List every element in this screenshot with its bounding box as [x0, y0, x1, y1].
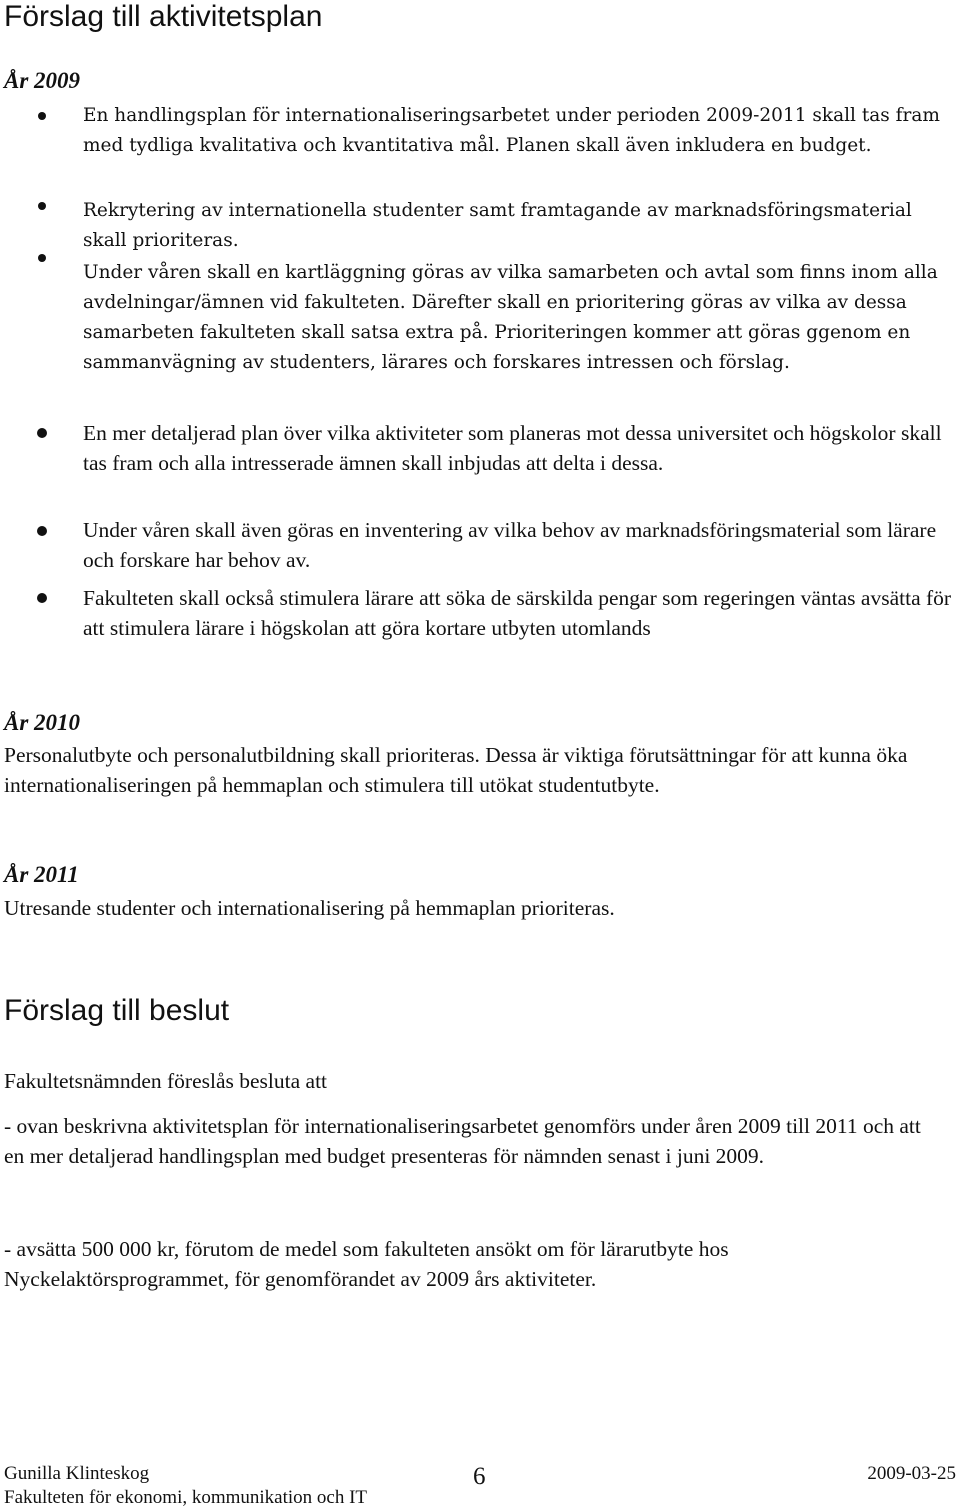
year-2010-heading: År 2010	[4, 710, 81, 735]
bullet-icon	[37, 526, 47, 536]
bullet-icon	[38, 112, 46, 120]
bullet-icon	[37, 428, 47, 438]
list-item: En mer detaljerad plan över vilka aktiviteter som planeras mot dessa universitet och högskolor skall tas fram och alla intresserade ämnen skall inbjudas att delta i dessa.	[83, 421, 942, 475]
decision-intro: Fakultetsnämnden föreslås besluta att	[4, 1069, 328, 1093]
list-item: Under våren skall även göras en inventering av vilka behov av marknadsföringsmaterial som lärare och forskare har behov av.	[83, 518, 937, 572]
year-2010-text: Personalutbyte och personalutbildning skall prioriteras. Dessa är viktiga förutsättningar för att kunna öka internationaliseringen på hemmaplan och stimulera till utökat studentutbyte.	[4, 743, 908, 797]
list-item: Fakulteten skall också stimulera lärare att söka de särskilda pengar som regeringen väntas avsätta för att stimulera lärare i högskolan att göra kortare utbyten utomlands	[83, 586, 952, 640]
list-item: En handlingsplan för internationaliseringsarbetet under perioden 2009-2011 skall tas fram med tydliga kvalitativa och kvantitativa mål. Planen skall även inkludera en budget.	[83, 105, 940, 156]
decision-point-2: - avsätta 500 000 kr, förutom de medel som fakulteten ansökt om för lärarutbyte hos Nyckelaktörsprogrammet, för genomförandet av 2009 års aktiviteter.	[4, 1237, 729, 1291]
footer-author: Gunilla Klinteskog	[4, 1463, 150, 1484]
footer-date: 2009-03-25	[867, 1463, 956, 1484]
bullet-icon	[37, 593, 47, 603]
page-title: Förslag till aktivitetsplan	[4, 0, 323, 33]
year-2009-heading: År 2009	[4, 68, 81, 93]
bullet-icon	[38, 202, 46, 210]
page-number: 6	[473, 1463, 486, 1490]
decision-heading: Förslag till beslut	[4, 994, 230, 1027]
year-2011-text: Utresande studenter och internationalisering på hemmaplan prioriteras.	[4, 896, 615, 920]
year-2011-heading: År 2011	[4, 862, 79, 887]
decision-point-1: - ovan beskrivna aktivitetsplan för internationaliseringsarbetet genomförs under åren 2009 till 2011 och att en mer detaljerad handlingsplan med budget presenteras för nämnden senast i juni 2009.	[4, 1114, 921, 1168]
footer-department: Fakulteten för ekonomi, kommunikation och IT	[4, 1487, 368, 1508]
list-item: Rekrytering av internationella studenter samt framtagande av marknadsföringsmaterial skall prioriteras.	[83, 200, 912, 251]
bullet-icon	[38, 254, 46, 262]
list-item: Under våren skall en kartläggning göras av vilka samarbeten och avtal som finns inom alla avdelningar/ämnen vid fakulteten. Därefter skall en prioritering göras av vilka av dessa samarbeten fakulteten skall satsa extra på. Prioriteringen kommer att göras ggenom en sammanvägning av studenters, lärares och forskares intressen och förslag.	[83, 262, 938, 373]
